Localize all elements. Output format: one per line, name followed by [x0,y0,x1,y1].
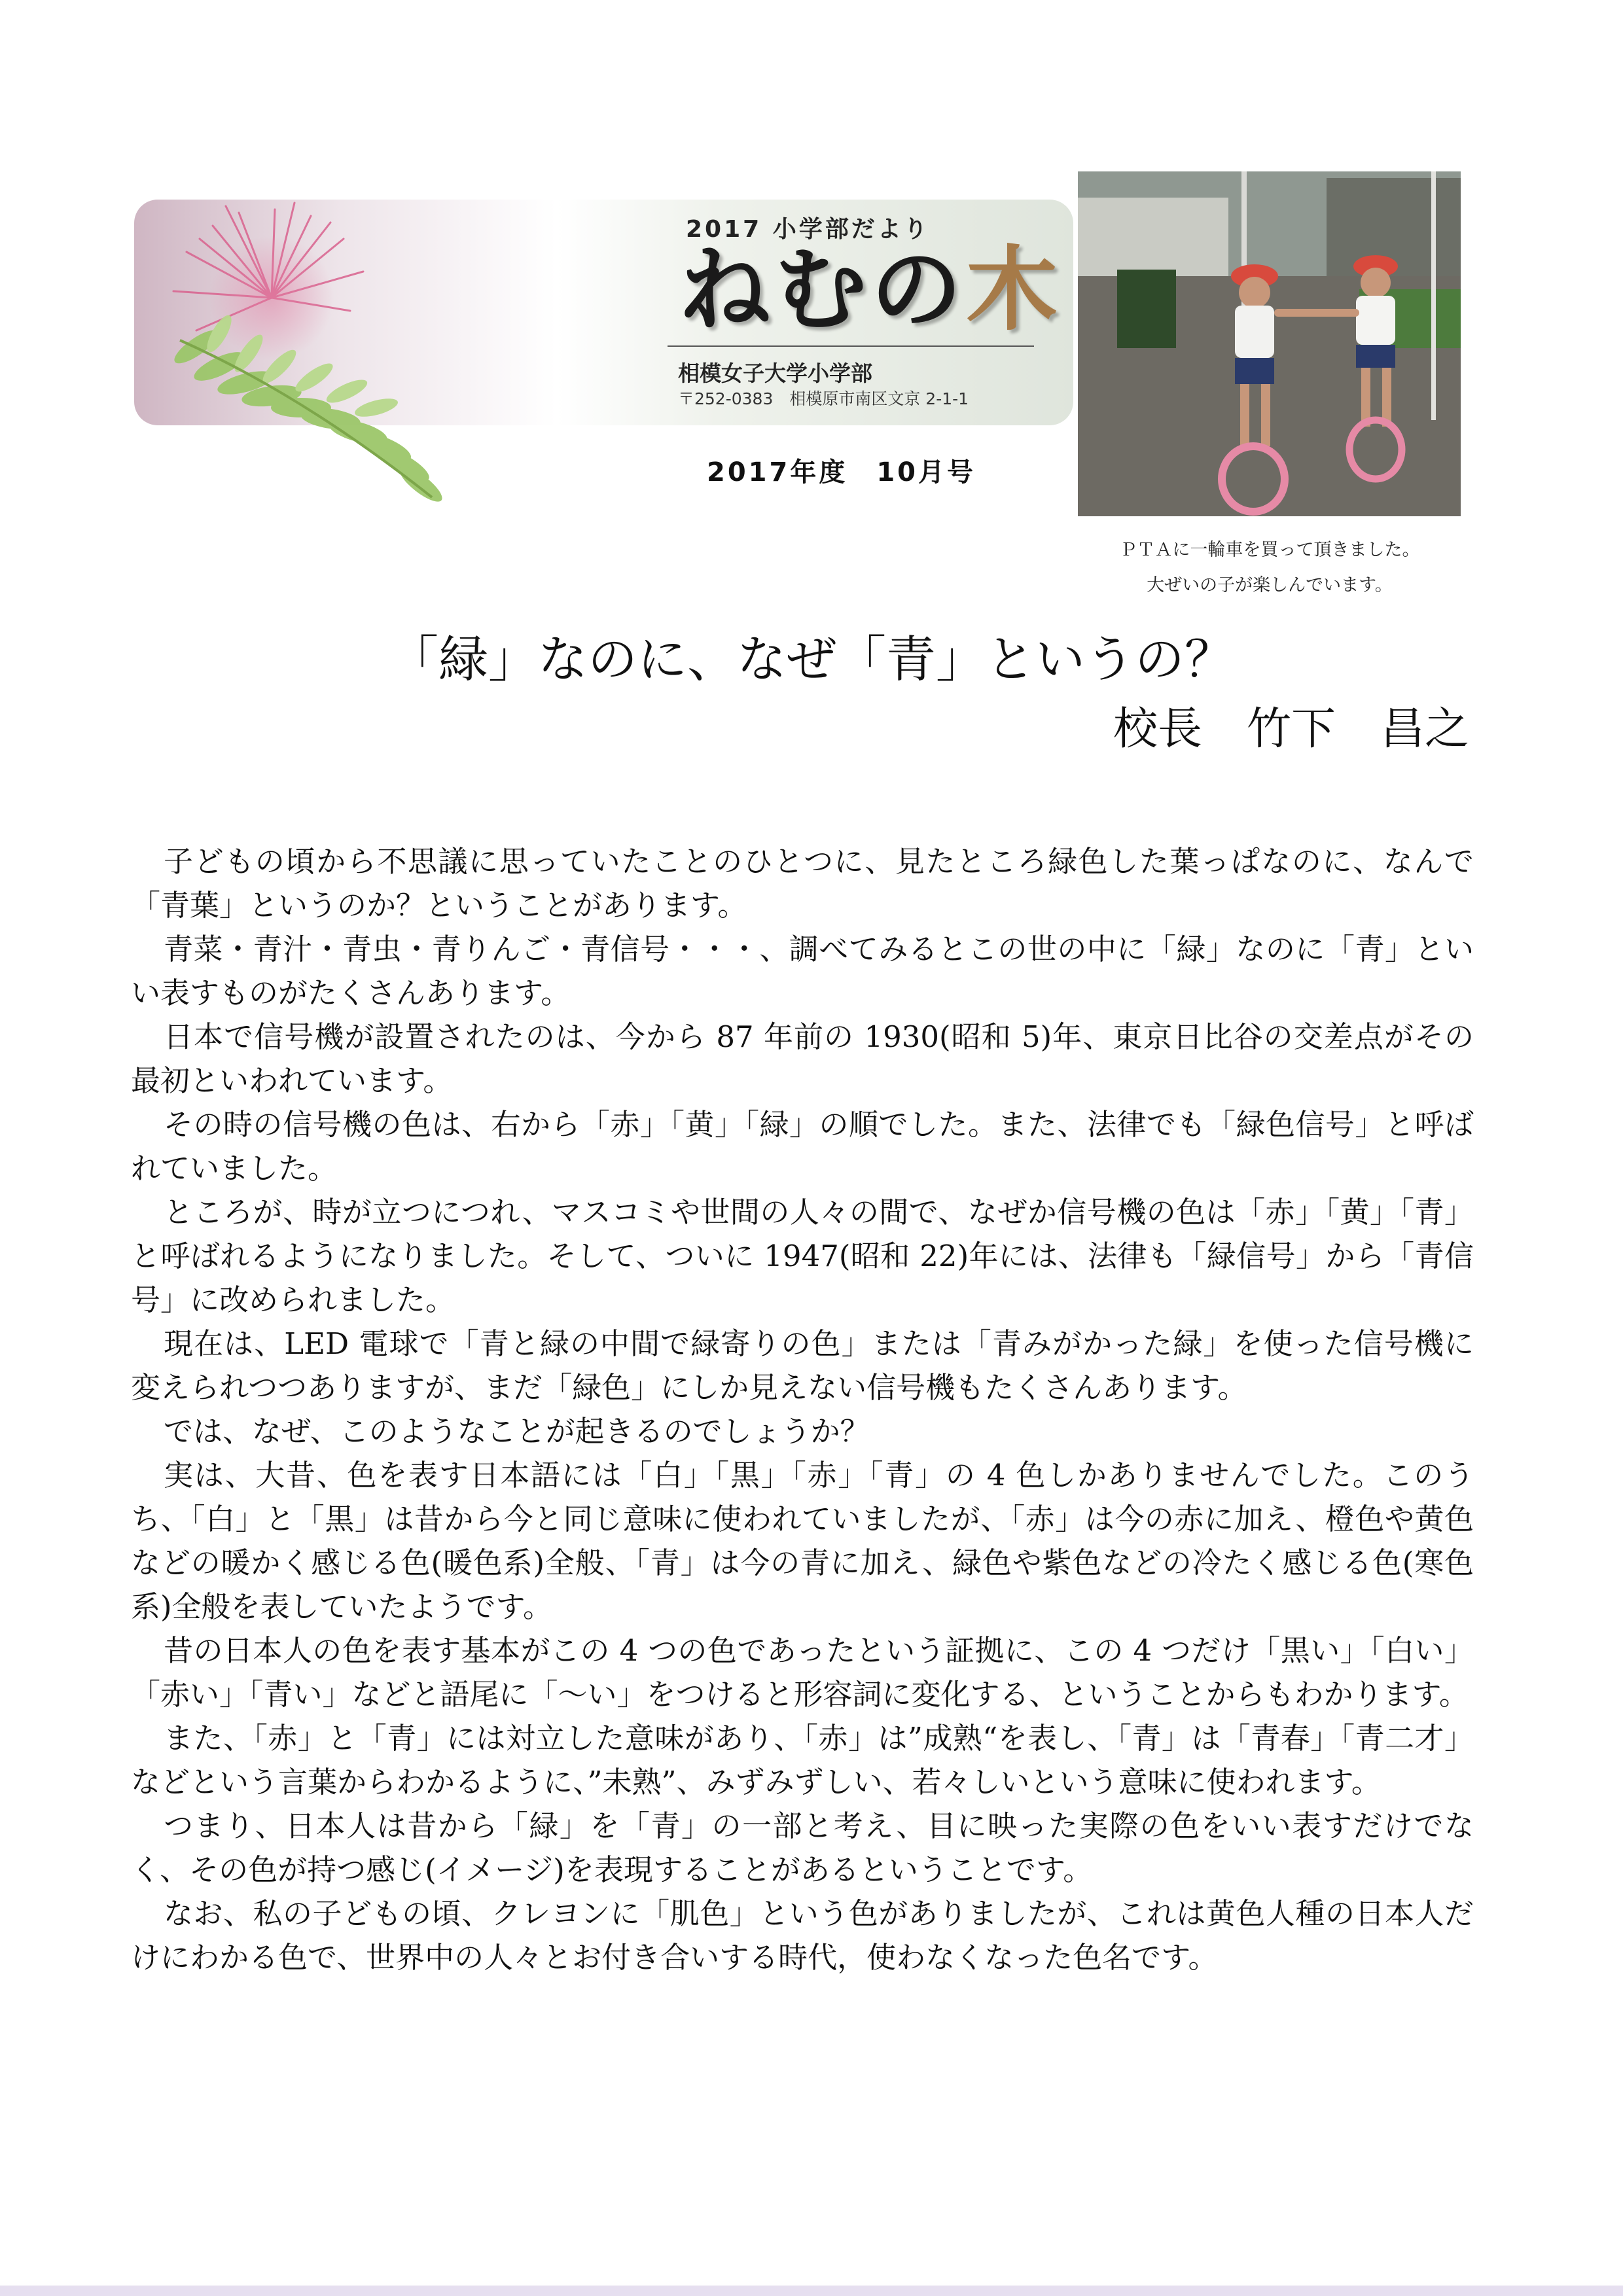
paragraph: その時の信号機の色は、右から「赤」「黄」「緑」の順でした。また、法律でも「緑色信号」と呼ばれていました。 [131,1107,1474,1186]
paragraph: 青菜・青汁・青虫・青りんご・青信号・・・、調べてみるとこの世の中に「緑」なのに「青」といい表すものがたくさんあります。 [131,932,1474,1010]
paragraph: では、なぜ、このようなことが起きるのでしょうか？ [164,1414,870,1449]
paragraph: 現在は、LED 電球で「青と緑の中間で緑寄りの色」または「青みがかった緑」を使った信号機に変えられつつありますが、まだ「緑色」にしか見えない信号機もたくさんあります。 [131,1326,1474,1405]
page-bottom-edge [0,2286,1623,2296]
paragraph: 実は、大昔、色を表す日本語には「白」「黒」「赤」「青」の 4 色しかありませんでした。このうち、「白」と「黒」は昔から今と同じ意味に使われていましたが、「赤」は今の赤に加え、橙色や黄色などの暖かく感じる色(暖色系)全般、「青」は今の青に加え、緑色や紫色などの冷たく感じる色(寒色系)全般を表していたようです。 [131,1458,1474,1624]
title-accent: 木 [966,236,1062,344]
paragraph: また、「赤」と「青」には対立した意味があり、「赤」は”成熟“を表し、「青」は「青春」「青二才」などという言葉からわかるように、”未熟”、みずみずしい、若々しいという意味に使われます。 [131,1721,1474,1799]
banner-divider [668,345,1034,347]
nemunoki-flower-icon [134,200,540,514]
paragraph: 子どもの頃から不思議に思っていたことのひとつに、見たところ緑色した葉っぱなのに、なんで「青葉」というのか？ということがあります。 [131,844,1474,923]
paragraph: 日本で信号機が設置されたのは、今から 87 年前の 1930(昭和 5)年、東京日比谷の交差点がその最初といわれています。 [131,1019,1474,1098]
article-byline: 校長 竹下 昌之 [1113,703,1469,755]
article-body [131,839,1474,1979]
paragraph: つまり、日本人は昔から「緑」を「青」の一部と考え、目に映った実際の色をいい表すだけでなく、その色が持つ感じ(イメージ)を表現することがあるということです。 [131,1809,1474,1887]
unicycle-photo [1078,171,1461,516]
school-name: 相模女子大学小学部 [678,361,872,386]
newsletter-title [679,236,1062,344]
title-main: ねむの [679,236,967,344]
article-title: 「緑」なのに、なぜ「青」というの？ [389,630,1234,688]
photo-caption-line1: ＰＴＡに一輪車を買って頂きました。 [1119,540,1420,560]
issue-date: 2017年度 10月号 [707,457,976,487]
paragraph: 昔の日本人の色を表す基本がこの 4 つの色であったという証拠に、この 4 つだけ「黒い」「白い」「赤い」「青い」などと語尾に「〜い」をつけると形容詞に変化する、ということからもわかります。 [131,1633,1474,1712]
paragraph: ところが、時が立つにつれ、マスコミや世間の人々の間で、なぜか信号機の色は「赤」「黄」「青」と呼ばれるようになりました。そして、ついに 1947(昭和 22)年には、法律も「緑信号」から「青信号」に改められました。 [131,1195,1474,1317]
photo-caption-line2: 大ぜいの子が楽しんでいます。 [1147,575,1393,595]
paragraph: なお、私の子どもの頃、クレヨンに「肌色」という色がありましたが、これは黄色人種の日本人だけにわかる色で、世界中の人々とお付き合いする時代，使わなくなった色名です。 [131,1896,1474,1975]
edition-label: 2017 小学部だより [686,216,930,243]
school-address: 〒252-0383 相模原市南区文京 2-1-1 [678,389,969,408]
